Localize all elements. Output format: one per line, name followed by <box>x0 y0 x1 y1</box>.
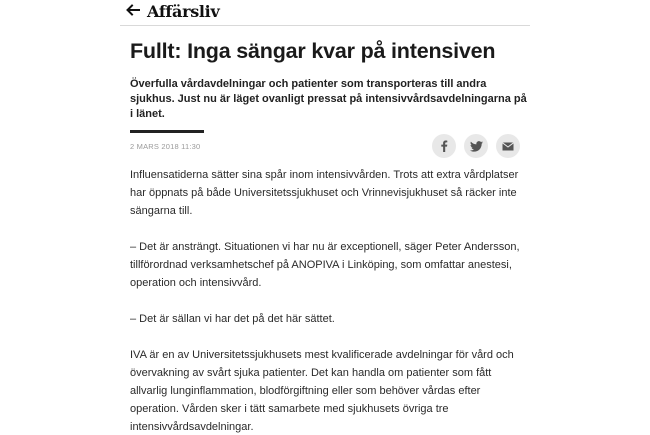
twitter-icon <box>470 141 483 152</box>
share-facebook-button[interactable] <box>432 134 456 158</box>
share-mail-button[interactable] <box>496 134 520 158</box>
mail-icon <box>502 142 514 151</box>
body-paragraph: – Det är ansträngt. Situationen vi har nu är exceptionell, säger Peter Andersson, tillförordnad verksamhetschef på ANOPIVA i Linköping, som omfattar anestesi, operation och intensivvård. <box>130 241 520 289</box>
body-paragraph: Influensatiderna sätter sina spår inom intensivvården. Trots att extra vårdplatser har öppnats på både Universitetssjukhuset och Vrinnevisjukhuset så räcker inte sängarna till. <box>130 169 519 217</box>
article-ingress: Överfulla vårdavdelningar och patienter som transporteras till andra sjukhus. Just nu är läget ovanligt pressat på intensivvårdsavdelningarna på i länet. <box>130 78 527 120</box>
top-bar <box>120 0 530 26</box>
arrow-left-icon <box>126 3 140 17</box>
share-twitter-button[interactable] <box>464 134 488 158</box>
body-paragraph: IVA är en av Universitetssjukhusets mest kvalificerade avdelningar för vård och övervakning av svårt sjuka patienter. Det kan handla om patienter som fått allvarlig lunginflammation, blodförgiftning eller som behöver vårdas efter operation. Vården sker i tätt samarbete med sjukhusets övriga tre intensivvårdsavdelningar. <box>130 349 514 433</box>
article-headline: Fullt: Inga sängar kvar på intensiven <box>130 39 496 63</box>
article-body <box>130 166 530 435</box>
site-logo[interactable]: Affärsliv <box>147 2 220 21</box>
facebook-icon <box>439 140 449 152</box>
body-paragraph: – Det är sällan vi har det på det här sättet. <box>130 313 335 325</box>
publish-date: 2 MARS 2018 11:30 <box>130 142 201 151</box>
back-button[interactable] <box>126 3 142 21</box>
headline-rule <box>130 130 204 133</box>
